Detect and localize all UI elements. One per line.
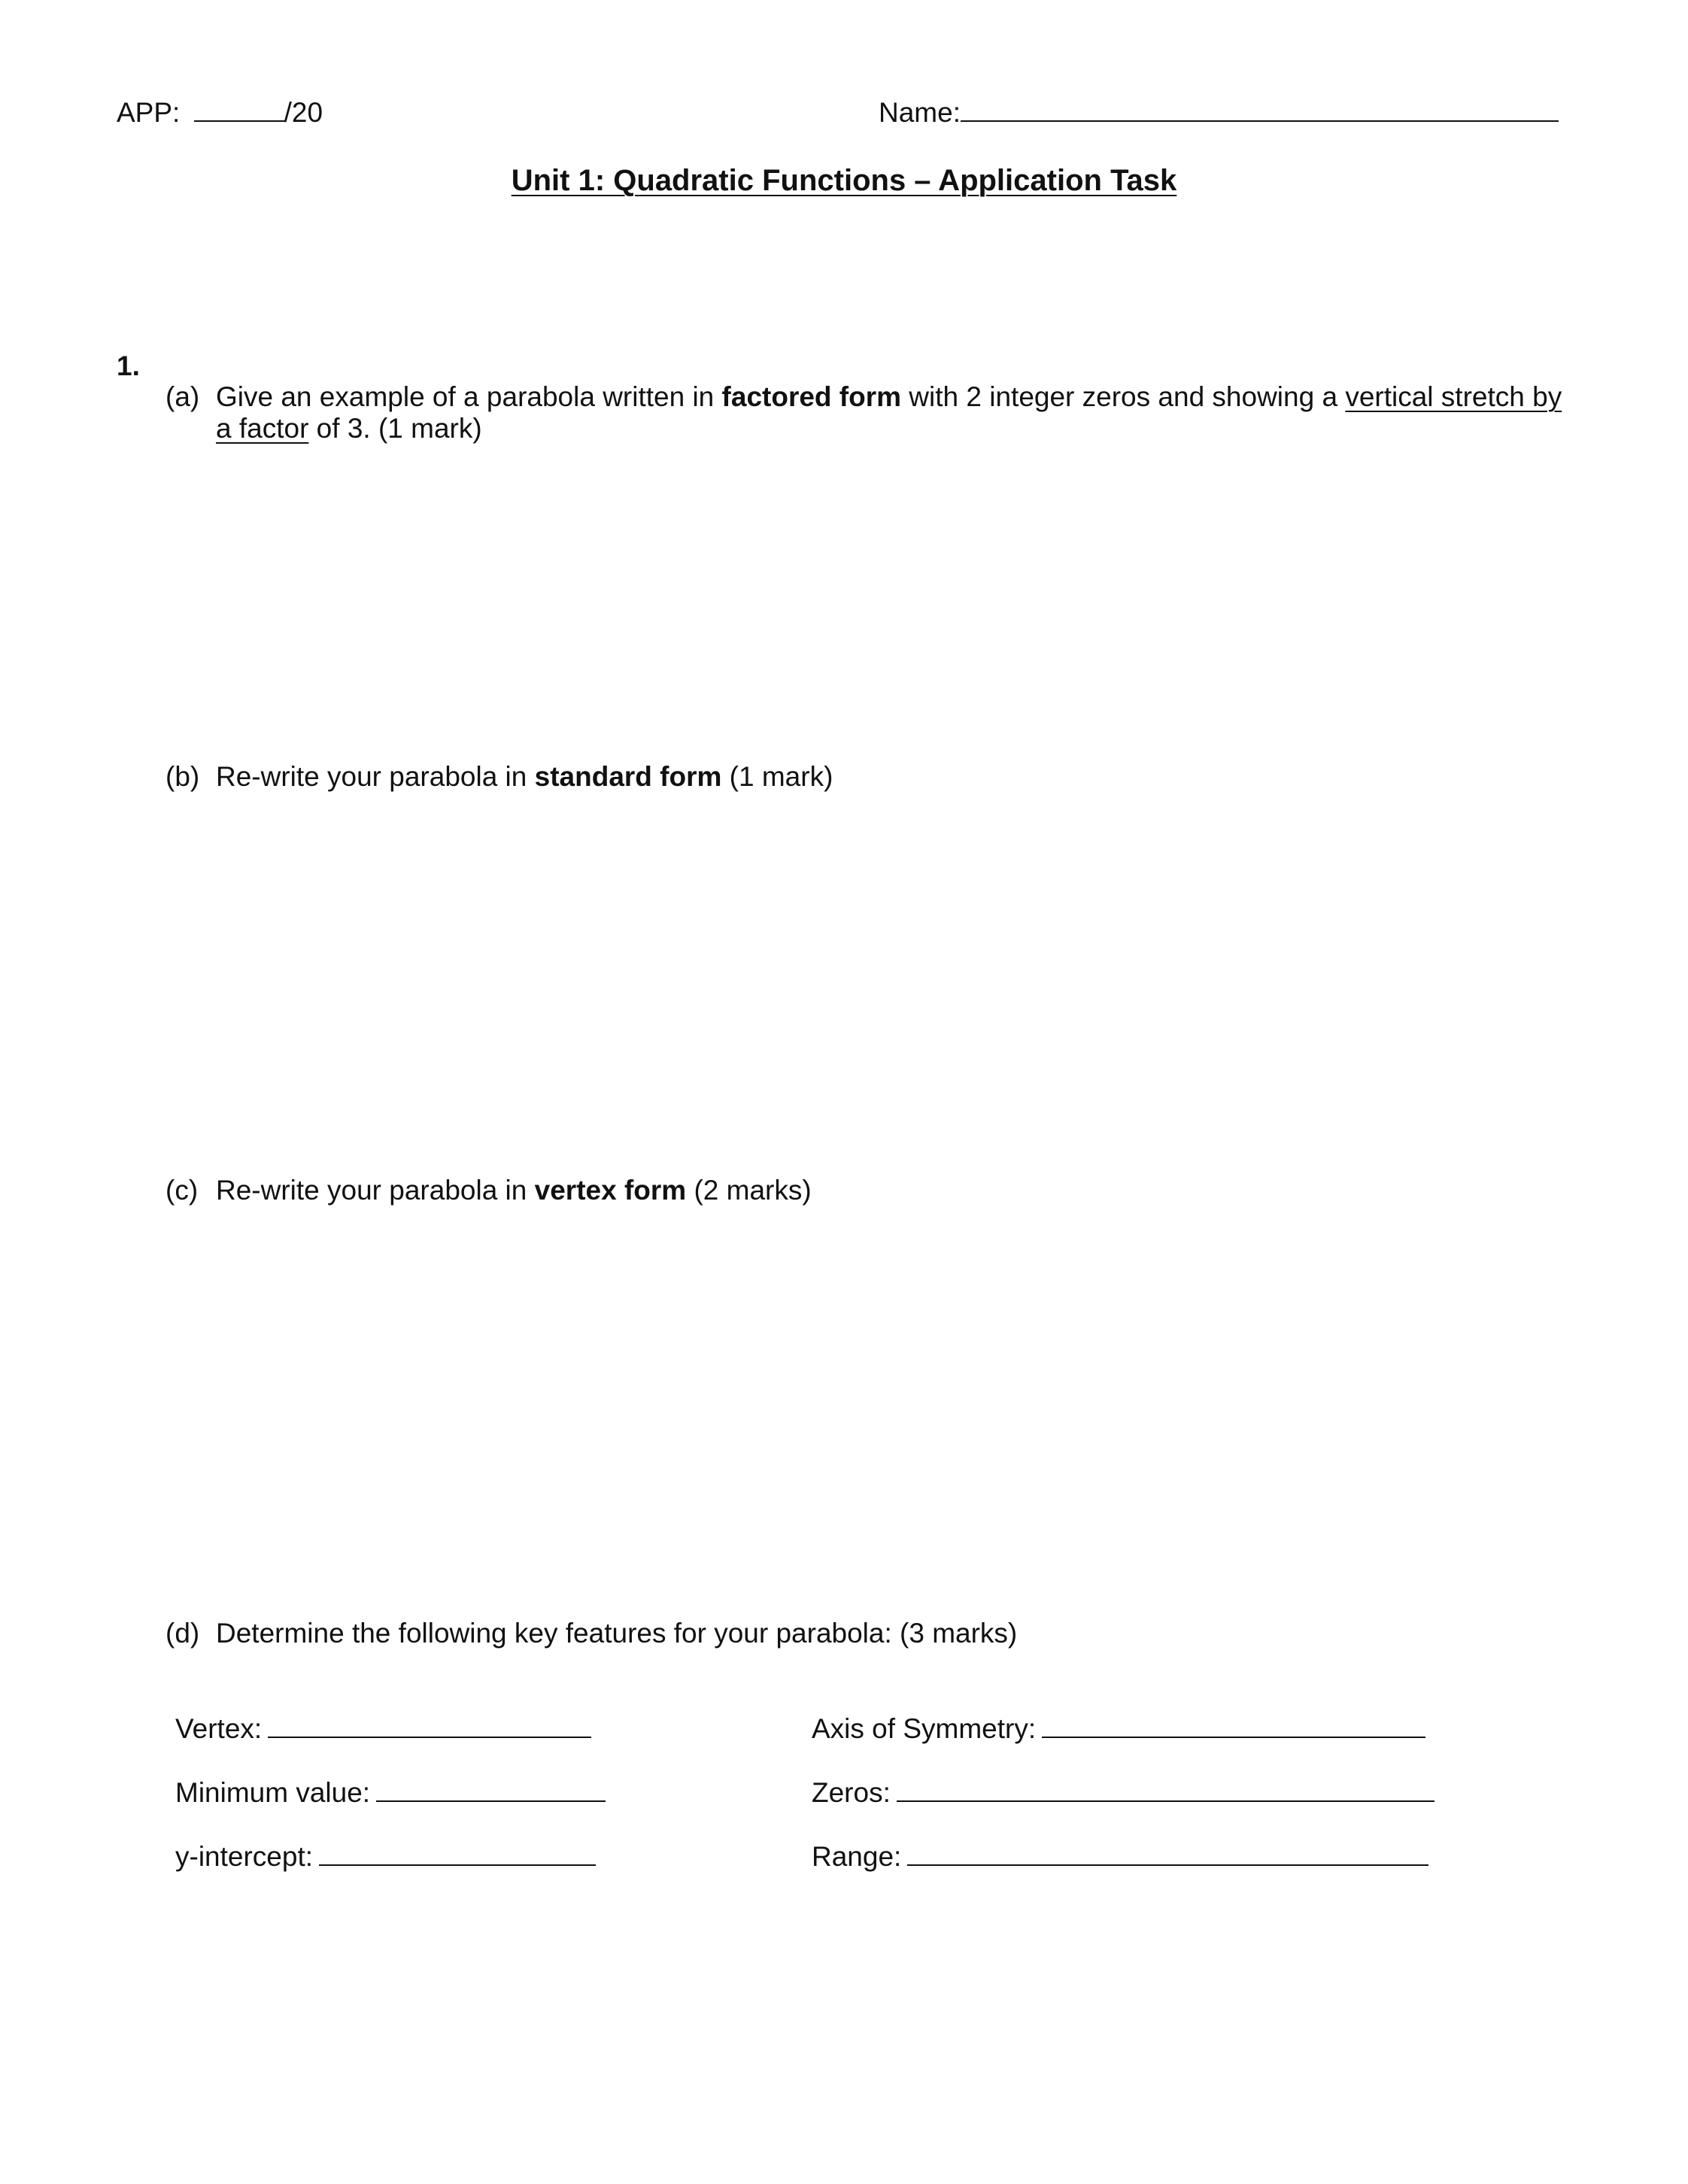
app-out-of: /20	[284, 97, 323, 128]
question-number: 1.	[117, 350, 140, 381]
minimum-value-label: Minimum value:	[175, 1777, 371, 1808]
minimum-value-line	[175, 1776, 606, 1809]
app-score-line	[117, 96, 323, 129]
zeros-line	[812, 1776, 1434, 1809]
vertex-line	[175, 1712, 591, 1745]
page-title: Unit 1: Quadratic Functions – Application Task	[511, 164, 1177, 197]
vertex-field[interactable]	[268, 1712, 591, 1738]
name-label: Name:	[879, 97, 961, 128]
axis-of-symmetry-line	[812, 1712, 1425, 1745]
part-c-answer-space[interactable]	[216, 1218, 1532, 1594]
part-b-answer-space[interactable]	[216, 805, 1532, 1151]
part-c-label: (c)	[165, 1175, 199, 1206]
part-b-label: (b)	[165, 761, 200, 792]
part-d-label: (d)	[165, 1618, 200, 1649]
part-b-text: Re-write your parabola in standard form (1 mark)	[216, 761, 833, 792]
axis-of-symmetry-field[interactable]	[1042, 1712, 1425, 1738]
range-label: Range:	[812, 1841, 902, 1872]
axis-of-symmetry-label: Axis of Symmetry:	[812, 1713, 1037, 1744]
student-name-line	[879, 96, 1559, 129]
zeros-field[interactable]	[897, 1776, 1434, 1802]
app-score-field[interactable]	[194, 96, 284, 122]
zeros-label: Zeros:	[812, 1777, 891, 1808]
part-c-text: Re-write your parabola in vertex form (2 marks)	[216, 1175, 812, 1206]
y-intercept-field[interactable]	[319, 1840, 596, 1866]
range-field[interactable]	[907, 1840, 1428, 1866]
part-a-answer-space[interactable]	[216, 451, 1532, 737]
y-intercept-line	[175, 1840, 596, 1873]
name-field[interactable]	[961, 96, 1559, 122]
app-label: APP:	[117, 97, 181, 128]
part-a-label: (a)	[165, 381, 200, 412]
y-intercept-label: y-intercept:	[175, 1841, 314, 1872]
vertex-label: Vertex:	[175, 1713, 263, 1744]
part-a-text-line-1: Give an example of a parabola written in factored form with 2 integer zeros and showing a vertical stretch by	[216, 381, 1562, 412]
range-line	[812, 1840, 1428, 1873]
part-a-text-line-2: a factor of 3. (1 mark)	[216, 413, 482, 444]
minimum-value-field[interactable]	[376, 1776, 606, 1802]
part-d-text: Determine the following key features for your parabola: (3 marks)	[216, 1618, 1018, 1649]
